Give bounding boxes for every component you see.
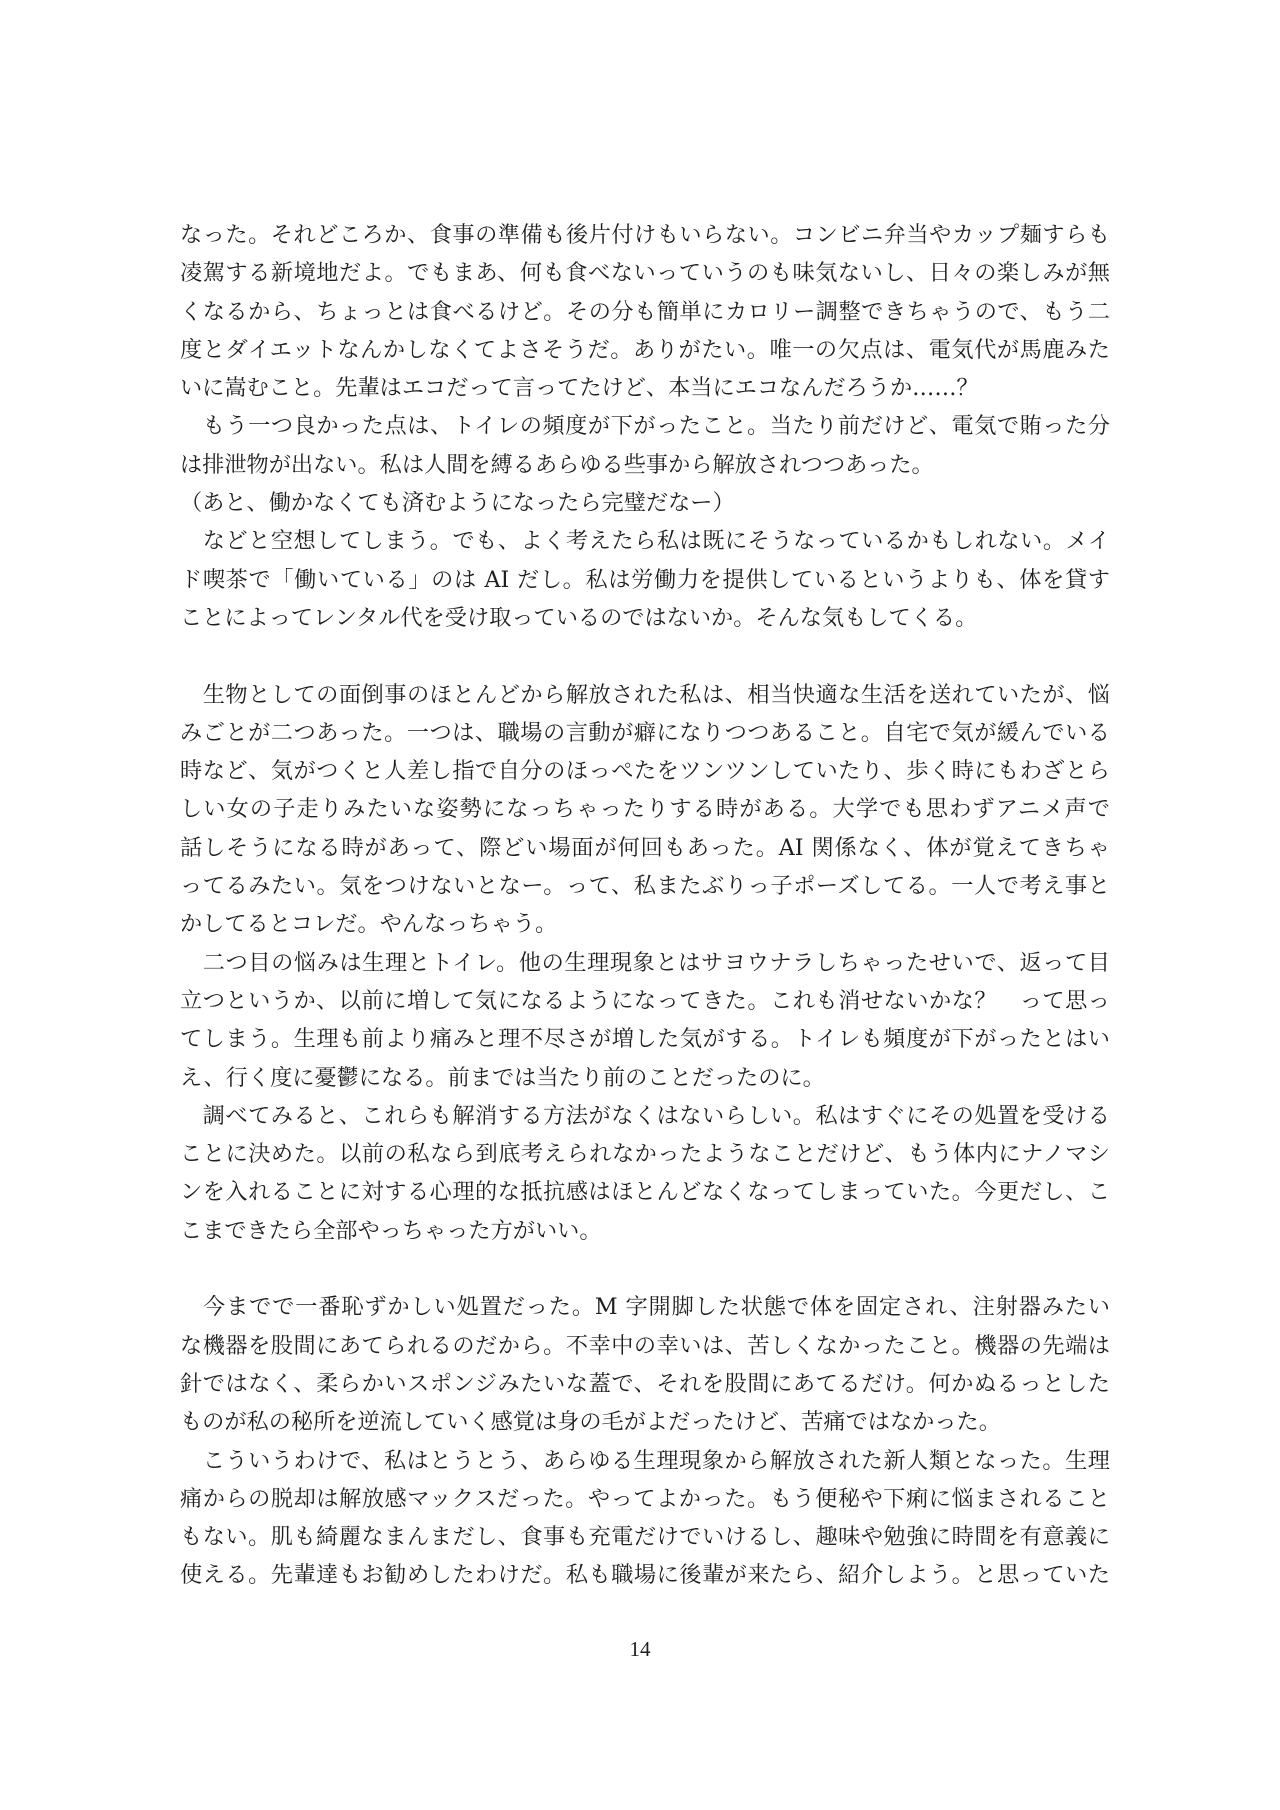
text-line: 時など、気がつくと人差し指で自分のほっぺたをツンツンしていたり、歩く時にもわざとら bbox=[180, 758, 1110, 785]
text-line: 度とダイエットなんかしなくてよさそうだ。ありがたい。唯一の欠点は、電気代が馬鹿みた bbox=[180, 336, 1110, 363]
text-line: 調べてみると、これらも解消する方法がなくはないらしい。私はすぐにその処置を受ける bbox=[180, 1102, 1110, 1129]
text-line: 凌駕する新境地だよ。でもまあ、何も食べないっていうのも味気ないし、日々の楽しみが無 bbox=[180, 260, 1110, 287]
text-line: てしまう。生理も前より痛みと理不尽さが増した気がする。トイレも頻度が下がったとはい bbox=[180, 1026, 1110, 1053]
page-number: 14 bbox=[629, 1637, 651, 1661]
text-line: （あと、働かなくても済むようになったら完璧だなー） bbox=[180, 490, 735, 517]
text-line: かしてるとコレだ。やんなっちゃう。 bbox=[180, 911, 558, 938]
text-line: しい女の子走りみたいな姿勢になっちゃったりする時がある。大学でも思わずアニメ声で bbox=[180, 796, 1110, 823]
text-line: ことに決めた。以前の私なら到底考えられなかったようなことだけど、もう体内にナノマシ bbox=[180, 1141, 1110, 1168]
text-line: 針ではなく、柔らかいスポンジみたいな蓋で、それを股間にあてるだけ。何かぬるっとした bbox=[180, 1370, 1110, 1397]
blank-line bbox=[180, 1250, 1110, 1288]
text-line: もない。肌も綺麗なまんまだし、食事も充電だけでいけるし、趣味や勉強に時間を有意義に bbox=[180, 1524, 1110, 1551]
text-line: みごとが二つあった。一つは、職場の言動が癖になりつつあること。自宅で気が緩んでいる bbox=[180, 719, 1110, 746]
text-line: いに嵩むこと。先輩はエコだって言ってたけど、本当にエコなんだろうか……？ bbox=[180, 375, 979, 402]
text-line: な機器を股間にあてられるのだから。不幸中の幸いは、苦しくなかったこと。機器の先端は bbox=[180, 1332, 1110, 1359]
body-text bbox=[180, 216, 1110, 1715]
text-line: 二つ目の悩みは生理とトイレ。他の生理現象とはサヨウナラしちゃったせいで、返って目 bbox=[180, 949, 1110, 976]
text-line: 使える。先輩達もお勧めしたわけだ。私も職場に後輩が来たら、紹介しよう。と思っていた bbox=[180, 1562, 1110, 1589]
text-line: ってるみたい。気をつけないとなー。って、私またぶりっ子ポーズしてる。一人で考え事と bbox=[180, 873, 1110, 900]
text-line: もう一つ良かった点は、トイレの頻度が下がったこと。当たり前だけど、電気で賄った分 bbox=[180, 413, 1110, 440]
text-line: ド喫茶で「働いている」のは AI だし。私は労働力を提供しているというよりも、体を貸す bbox=[180, 566, 1110, 593]
text-line: ものが私の秘所を逆流していく感覚は身の毛がよだったけど、苦痛ではなかった。 bbox=[180, 1409, 1001, 1436]
text-line: こういうわけで、私はとうとう、あらゆる生理現象から解放された新人類となった。生理 bbox=[180, 1447, 1110, 1474]
text-line: なった。それどころか、食事の準備も後片付けもいらない。コンビニ弁当やカップ麺すらも bbox=[180, 222, 1110, 248]
text-line: くなるから、ちょっとは食べるけど。その分も簡単にカロリー調整できちゃうので、もう二 bbox=[180, 298, 1110, 325]
text-line: 立つというか、以前に増して気になるようになってきた。これも消せないかな？ って思っ bbox=[180, 987, 1110, 1014]
text-line: 話しそうになる時があって、際どい場面が何回もあった。AI 関係なく、体が覚えてきちゃ bbox=[180, 834, 1110, 861]
text-line: ンを入れることに対する心理的な抵抗感はほとんどなくなってしまっていた。今更だし、こ bbox=[180, 1179, 1110, 1206]
text-line: こまできたら全部やっちゃった方がいい。 bbox=[180, 1217, 602, 1244]
text-line: 痛からの脱却は解放感マックスだった。やってよかった。もう便秘や下痢に悩まされること bbox=[180, 1485, 1110, 1512]
text-line: え、行く度に憂鬱になる。前までは当たり前のことだったのに。 bbox=[180, 1064, 825, 1091]
text-line: などと空想してしまう。でも、よく考えたら私は既にそうなっているかもしれない。メイ bbox=[180, 528, 1110, 555]
text-line: ことによってレンタル代を受け取っているのではないか。そんな気もしてくる。 bbox=[180, 604, 978, 631]
text-line: 生物としての面倒事のほとんどから解放された私は、相当快適な生活を送れていたが、悩 bbox=[180, 681, 1110, 708]
text-line: は排泄物が出ない。私は人間を縛るあらゆる些事から解放されつつあった。 bbox=[180, 451, 934, 478]
blank-line bbox=[180, 637, 1110, 675]
text-line: 今までで一番恥ずかしい処置だった。M 字開脚した状態で体を固定され、注射器みたい bbox=[180, 1294, 1110, 1321]
